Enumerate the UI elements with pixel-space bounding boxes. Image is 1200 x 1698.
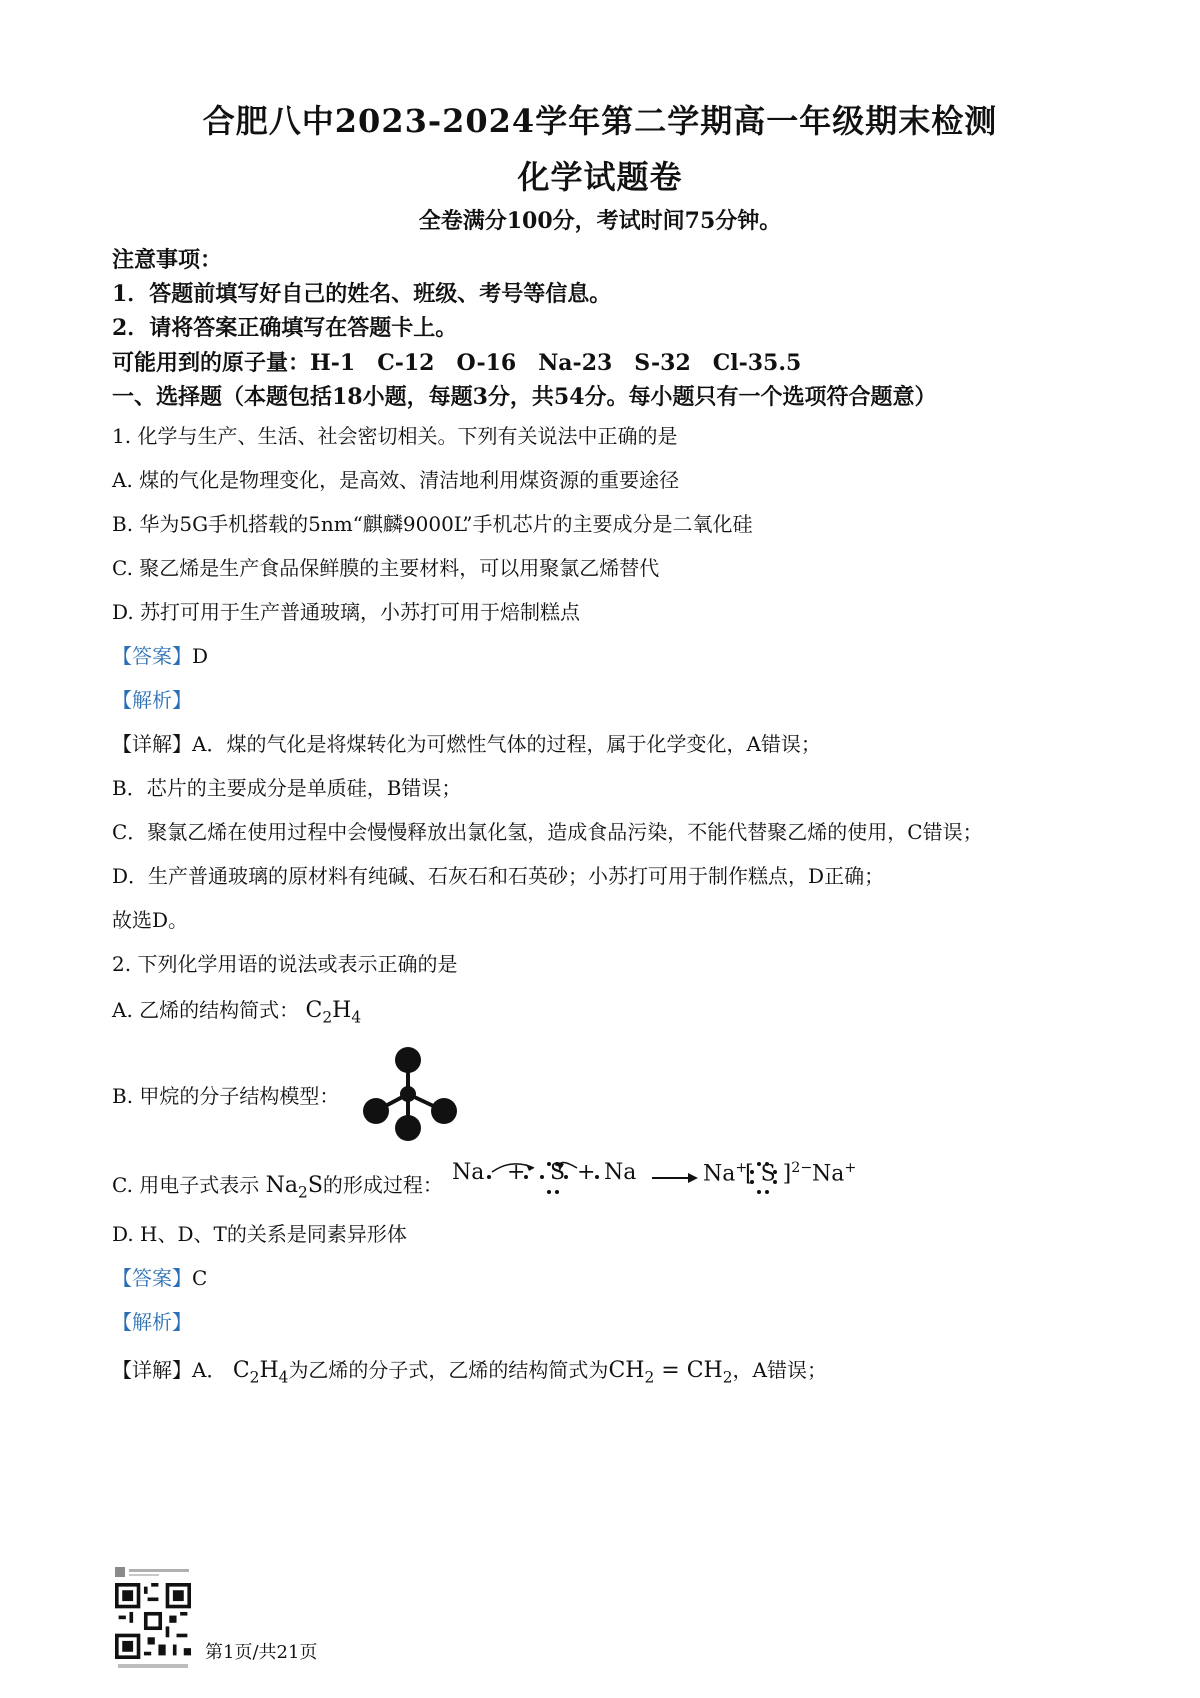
na-ion-right: Na+ <box>812 1160 857 1187</box>
notes-heading: 注意事项： <box>112 247 223 273</box>
option-text-post: 的形成过程： <box>322 1173 443 1197</box>
q1-detail-d: D．生产普通玻璃的原材料有纯碱、石灰石和石英砂；小苏打可用于制作糕点，D正确； <box>112 864 885 888</box>
q1-stem: 1. 化学与生产、生活、社会密切相关。下列有关说法中正确的是 <box>112 424 678 448</box>
page-number: 第1页/共21页 <box>205 1642 318 1663</box>
na-left: Na <box>452 1160 485 1185</box>
section-heading: 一、选择题（本题包括18小题，每题3分，共54分。每小题只有一个选项符合题意） <box>112 384 937 410</box>
q1-option-a: A. 煤的气化是物理变化，是高效、清洁地利用煤资源的重要途径 <box>112 468 680 492</box>
detail-prefix: A． <box>192 1358 227 1382</box>
c2h4-formula: $C_2H_4$ <box>232 1358 289 1387</box>
q2-option-b: B. 甲烷的分子结构模型： <box>112 1084 340 1108</box>
score-time: 全卷满分100分，考试时间75分钟。 <box>418 208 782 234</box>
exam-title: 合肥八中2023-2024学年第二学期高一年级期末检测 <box>202 102 998 140</box>
q1-option-b: B. 华为5G手机搭载的5nm“麒麟9000L”手机芯片的主要成分是二氧化硅 <box>112 512 753 536</box>
detail-label: 【详解】 <box>112 1358 192 1382</box>
answer-label: 【答案】 <box>112 1266 192 1290</box>
qr-caption-line <box>118 1664 188 1668</box>
q2-answer <box>112 1262 207 1291</box>
qr-code-icon <box>115 1583 191 1659</box>
answer-value: D <box>192 644 209 668</box>
q2-analysis-label: 【解析】 <box>112 1310 192 1334</box>
q1-conclusion: 故选D。 <box>112 908 189 932</box>
q2-option-d: D. H、D、T的关系是同素异形体 <box>112 1222 407 1246</box>
detail-mid: 为乙烯的分子式，乙烯的结构简式为 <box>288 1358 609 1382</box>
plus-sign-2: + <box>577 1160 596 1185</box>
detail-text: A．煤的气化是将煤转化为可燃性气体的过程，属于化学变化，A错误； <box>192 732 821 756</box>
option-text: A. 乙烯的结构简式： <box>112 998 300 1022</box>
atomic-masses: 可能用到的原子量：H-1 C-12 O-16 Na-23 S-32 Cl-35.5 <box>112 350 802 376</box>
sulfide-ion: [ S ]$^{2-}$ <box>745 1160 813 1187</box>
q1-detail-c: C．聚氯乙烯在使用过程中会慢慢释放出氯化氢，造成食品污染，不能代替聚乙烯的使用，C错误； <box>112 820 983 844</box>
methane-model-diagram <box>356 1046 466 1151</box>
note-1: 1．答题前填写好自己的姓名、班级、考号等信息。 <box>112 281 612 307</box>
q1-detail-b: B．芯片的主要成分是单质硅，B错误； <box>112 776 462 800</box>
q2-stem: 2. 下列化学用语的说法或表示正确的是 <box>112 952 458 976</box>
na2s-formula: $Na_2S$ <box>265 1173 323 1202</box>
plus-sign-1: + <box>507 1160 526 1185</box>
detail-label: 【详解】 <box>112 732 192 756</box>
q1-detail-a <box>112 728 821 757</box>
s-atom: S <box>550 1160 566 1185</box>
detail-suffix: ，A错误； <box>732 1358 827 1382</box>
q1-analysis-label: 【解析】 <box>112 688 192 712</box>
ch2-ch2-formula: $CH_2 = CH_2$ <box>608 1358 733 1387</box>
note-2: 2．请将答案正确填写在答题卡上。 <box>112 315 458 341</box>
answer-value: C <box>192 1266 208 1290</box>
q2-option-a <box>112 994 361 1026</box>
option-text-pre: C. 用电子式表示 <box>112 1173 260 1197</box>
q1-option-c: C. 聚乙烯是生产食品保鲜膜的主要材料，可以用聚氯乙烯替代 <box>112 556 660 580</box>
q1-answer <box>112 640 208 669</box>
q2-detail-a <box>112 1354 827 1386</box>
q1-option-d: D. 苏打可用于生产普通玻璃，小苏打可用于焙制糕点 <box>112 600 581 624</box>
q2-option-c <box>112 1169 443 1201</box>
na-ion-left: Na+ <box>703 1160 748 1187</box>
ethylene-formula: $C_2H_4$ <box>305 998 362 1027</box>
qr-caption-logo <box>115 1566 191 1578</box>
exam-subtitle: 化学试题卷 <box>517 158 683 196</box>
na-right: Na <box>604 1160 637 1185</box>
answer-label: 【答案】 <box>112 644 192 668</box>
